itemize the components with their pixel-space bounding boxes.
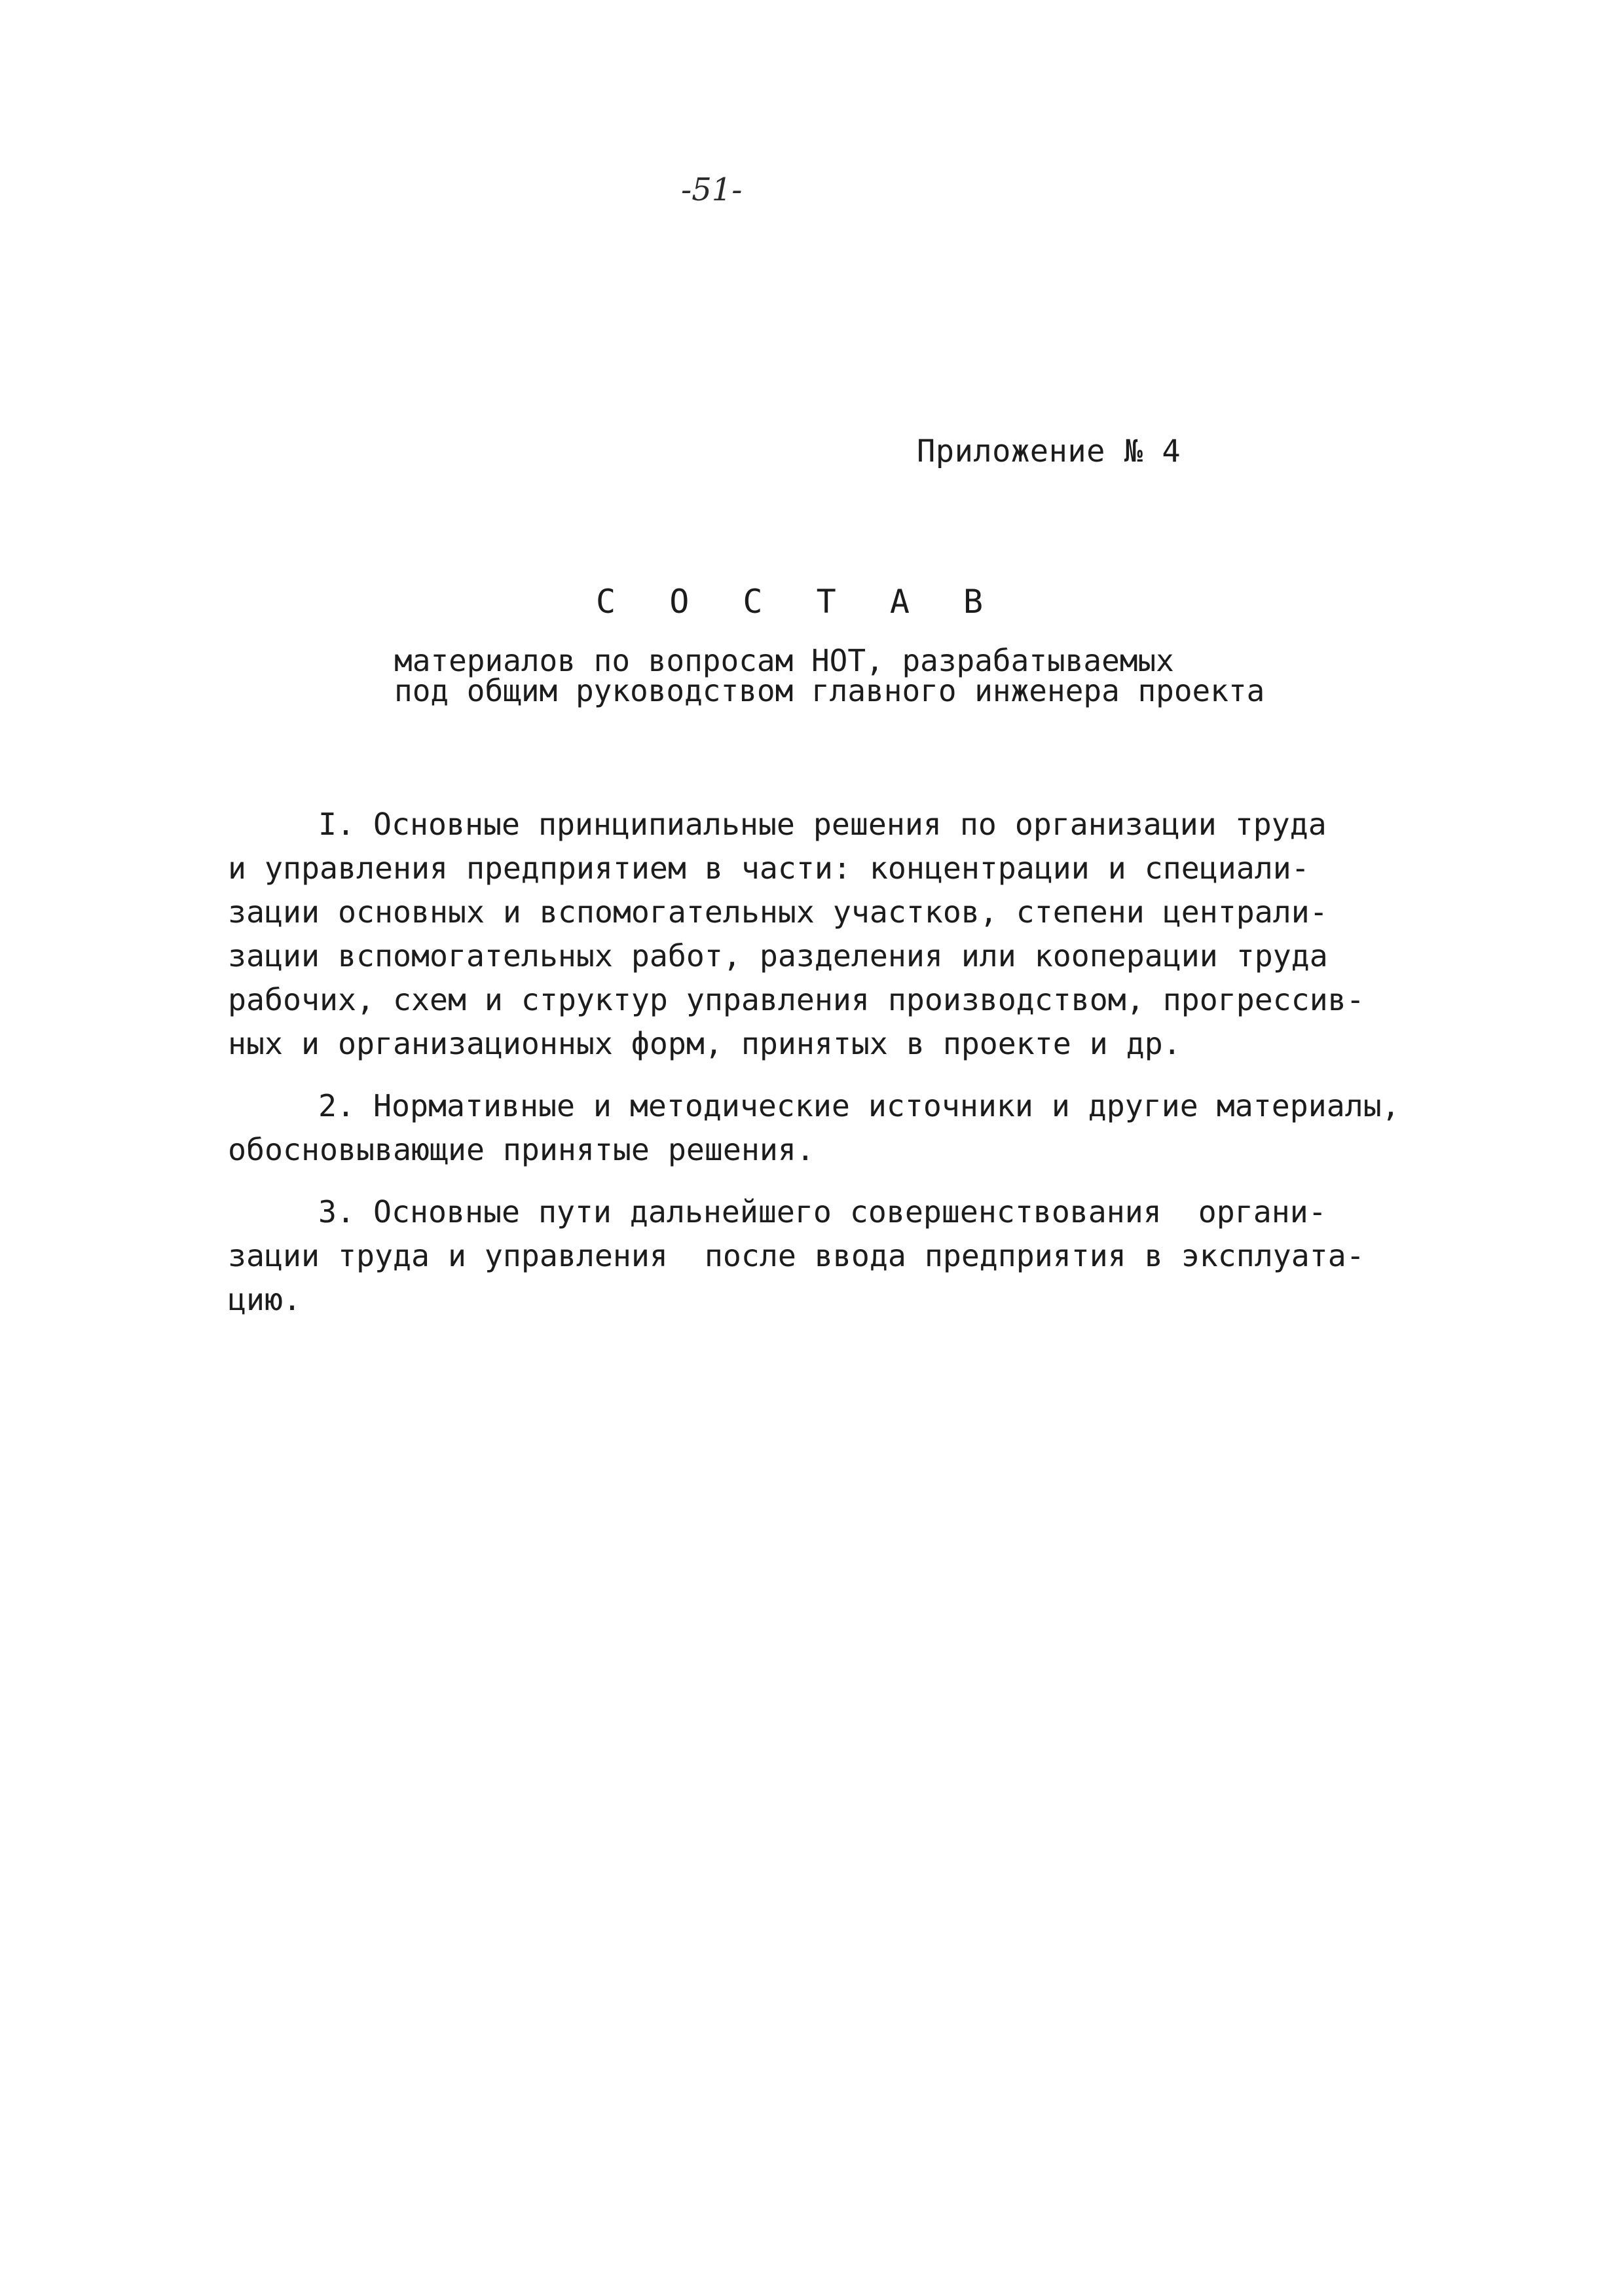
subtitle-line: под общим руководством главного инженера проекта (394, 673, 1265, 708)
document-title: С О С Т А В (596, 583, 1001, 621)
paragraph-2 (228, 1084, 1407, 1172)
paragraph-line: зации труда и управления после ввода предприятия в эксплуата- (228, 1238, 1365, 1273)
subtitle-line: материалов по вопросам НОТ, разрабатываемых (394, 643, 1174, 678)
page-number: -51- (681, 172, 743, 208)
paragraph-line: зации вспомогательных работ, разделения или кооперации труда (228, 938, 1328, 974)
paragraph-line: 2. Нормативные и методические источники и другие материалы, (318, 1088, 1400, 1123)
paragraph-line: 3. Основные пути дальнейшего совершенствования органи- (318, 1194, 1327, 1230)
paragraph-line: I. Основные принципиальные решения по организации труда (318, 807, 1327, 842)
document-subtitle (394, 643, 1265, 708)
paragraph-line: цию. (228, 1282, 301, 1317)
document-body (228, 803, 1407, 1340)
paragraph-line: зации основных и вспомогательных участков, степени централи- (228, 894, 1328, 930)
paragraph-line: обосновывающие принятые решения. (228, 1132, 815, 1167)
paragraph-3 (228, 1190, 1407, 1322)
paragraph-line: и управления предприятием в части: концентрации и специали- (228, 850, 1310, 886)
paragraph-line: ных и организационных форм, принятых в проекте и др. (228, 1026, 1181, 1061)
paragraph-line: рабочих, схем и структур управления производством, прогрессив- (228, 982, 1365, 1017)
paragraph-1 (228, 803, 1407, 1066)
appendix-label: Приложение № 4 (917, 433, 1181, 469)
